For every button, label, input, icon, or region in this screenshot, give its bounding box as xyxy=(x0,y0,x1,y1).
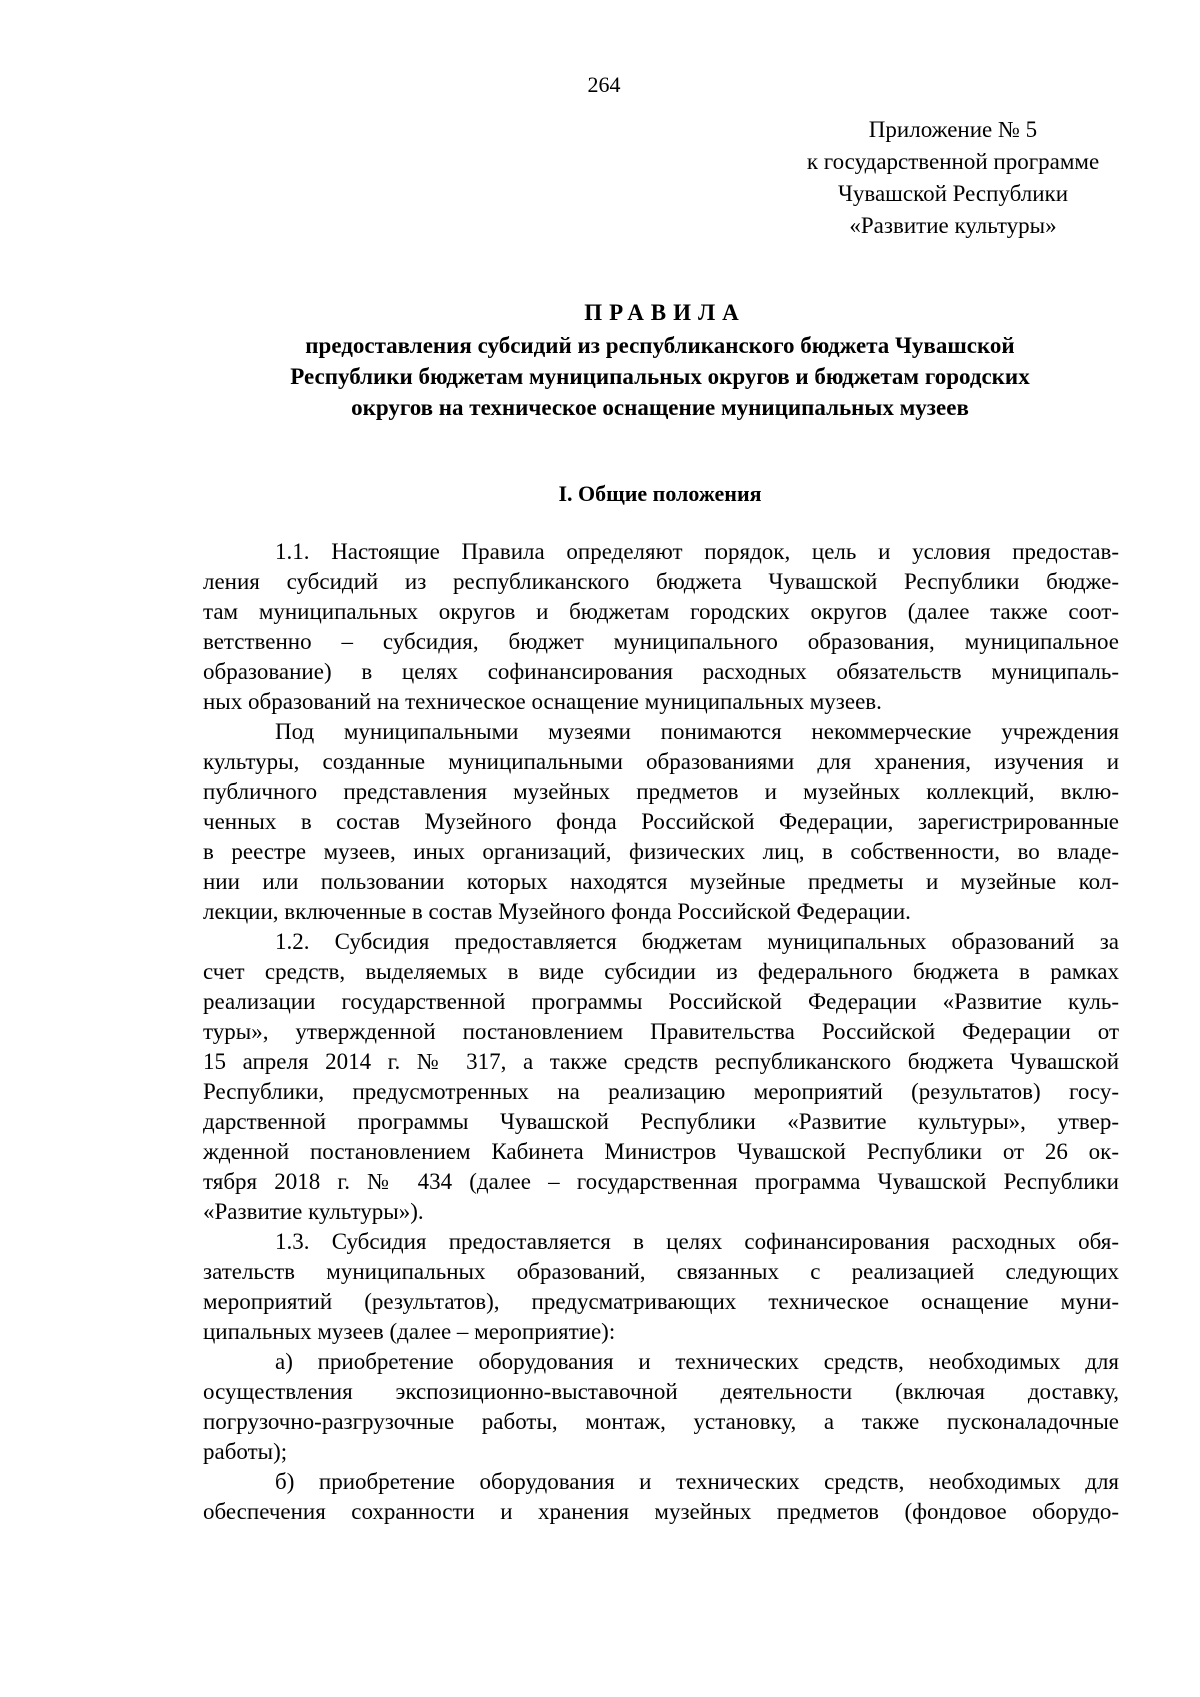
body-line: Под муниципальными музеями понимаются некоммерческие учреждения xyxy=(275,719,1119,744)
body-line: 1.2. Субсидия предоставляется бюджетам муниципальных образований за xyxy=(275,929,1119,954)
body-line: публичного представления музейных предметов и музейных коллекций, вклю- xyxy=(203,779,1119,804)
appendix-note xyxy=(768,114,1138,242)
body-line: ных образований на техническое оснащение муниципальных музеев. xyxy=(203,689,882,714)
title-subtitle xyxy=(200,330,1120,423)
body-line: тября 2018 г. № 434 (далее – государственная программа Чувашской Республики xyxy=(203,1169,1119,1194)
body-line: туры», утвержденной постановлением Правительства Российской Федерации от xyxy=(203,1019,1119,1044)
body-line: нии или пользовании которых находятся музейные предметы и музейные кол- xyxy=(203,869,1119,894)
body-line: осуществления экспозиционно-выставочной деятельности (включая доставку, xyxy=(203,1379,1119,1404)
body-line: работы); xyxy=(203,1439,288,1464)
body-line: лекции, включенные в состав Музейного фонда Российской Федерации. xyxy=(203,899,911,924)
body-line: жденной постановлением Кабинета Министров Чувашской Республики от 26 ок- xyxy=(203,1139,1119,1164)
body-line: ветственно – субсидия, бюджет муниципального образования, муниципальное xyxy=(203,629,1119,654)
body-line: ления субсидий из республиканского бюджета Чувашской Республики бюдже- xyxy=(203,569,1119,594)
title-subtitle-line: предоставления субсидий из республиканского бюджета Чувашской xyxy=(305,333,1015,358)
body-line: культуры, созданные муниципальными образованиями для хранения, изучения и xyxy=(203,749,1119,774)
body-line: реализации государственной программы Российской Федерации «Развитие куль- xyxy=(203,989,1119,1014)
section-heading: I. Общие положения xyxy=(558,481,762,506)
body-line: б) приобретение оборудования и технических средств, необходимых для xyxy=(275,1469,1119,1494)
body-line: зательств муниципальных образований, связанных с реализацией следующих xyxy=(203,1259,1119,1284)
appendix-line: «Развитие культуры» xyxy=(849,213,1057,238)
page-number: 264 xyxy=(587,72,621,97)
document-title xyxy=(200,296,1120,423)
body-line: Республики, предусмотренных на реализацию мероприятий (результатов) госу- xyxy=(203,1079,1119,1104)
body-line: в реестре музеев, иных организаций, физических лиц, в собственности, во владе- xyxy=(203,839,1119,864)
appendix-line: Чувашской Республики xyxy=(837,181,1069,206)
body-line: дарственной программы Чувашской Республики «Развитие культуры», утвер- xyxy=(203,1109,1119,1134)
title-subtitle-line: округов на техническое оснащение муниципальных музеев xyxy=(351,395,969,420)
body-line: ципальных музеев (далее – мероприятие): xyxy=(203,1319,616,1344)
appendix-line: Приложение № 5 xyxy=(868,117,1038,142)
body-line: обеспечения сохранности и хранения музейных предметов (фондовое оборудо- xyxy=(203,1499,1119,1524)
body-line: а) приобретение оборудования и технических средств, необходимых для xyxy=(275,1349,1119,1374)
body-line: 1.1. Настоящие Правила определяют порядок, цель и условия предостав- xyxy=(275,539,1119,564)
title-main: ПРАВИЛА xyxy=(584,300,746,325)
body-line: 15 апреля 2014 г. № 317, а также средств республиканского бюджета Чувашской xyxy=(203,1049,1119,1074)
body-text xyxy=(203,537,1119,1527)
appendix-line: к государственной программе xyxy=(806,149,1100,174)
body-line: «Развитие культуры»). xyxy=(203,1199,424,1224)
body-line: там муниципальных округов и бюджетам городских округов (далее также соот- xyxy=(203,599,1119,624)
body-line: 1.3. Субсидия предоставляется в целях софинансирования расходных обя- xyxy=(275,1229,1119,1254)
title-subtitle-line: Республики бюджетам муниципальных округов и бюджетам городских xyxy=(290,364,1030,389)
body-line: мероприятий (результатов), предусматривающих техническое оснащение муни- xyxy=(203,1289,1119,1314)
body-line: счет средств, выделяемых в виде субсидии из федерального бюджета в рамках xyxy=(203,959,1119,984)
body-line: образование) в целях софинансирования расходных обязательств муниципаль- xyxy=(203,659,1119,684)
body-line: погрузочно-разгрузочные работы, монтаж, установку, а также пусконаладочные xyxy=(203,1409,1119,1434)
body-line: ченных в состав Музейного фонда Российской Федерации, зарегистрированные xyxy=(203,809,1119,834)
